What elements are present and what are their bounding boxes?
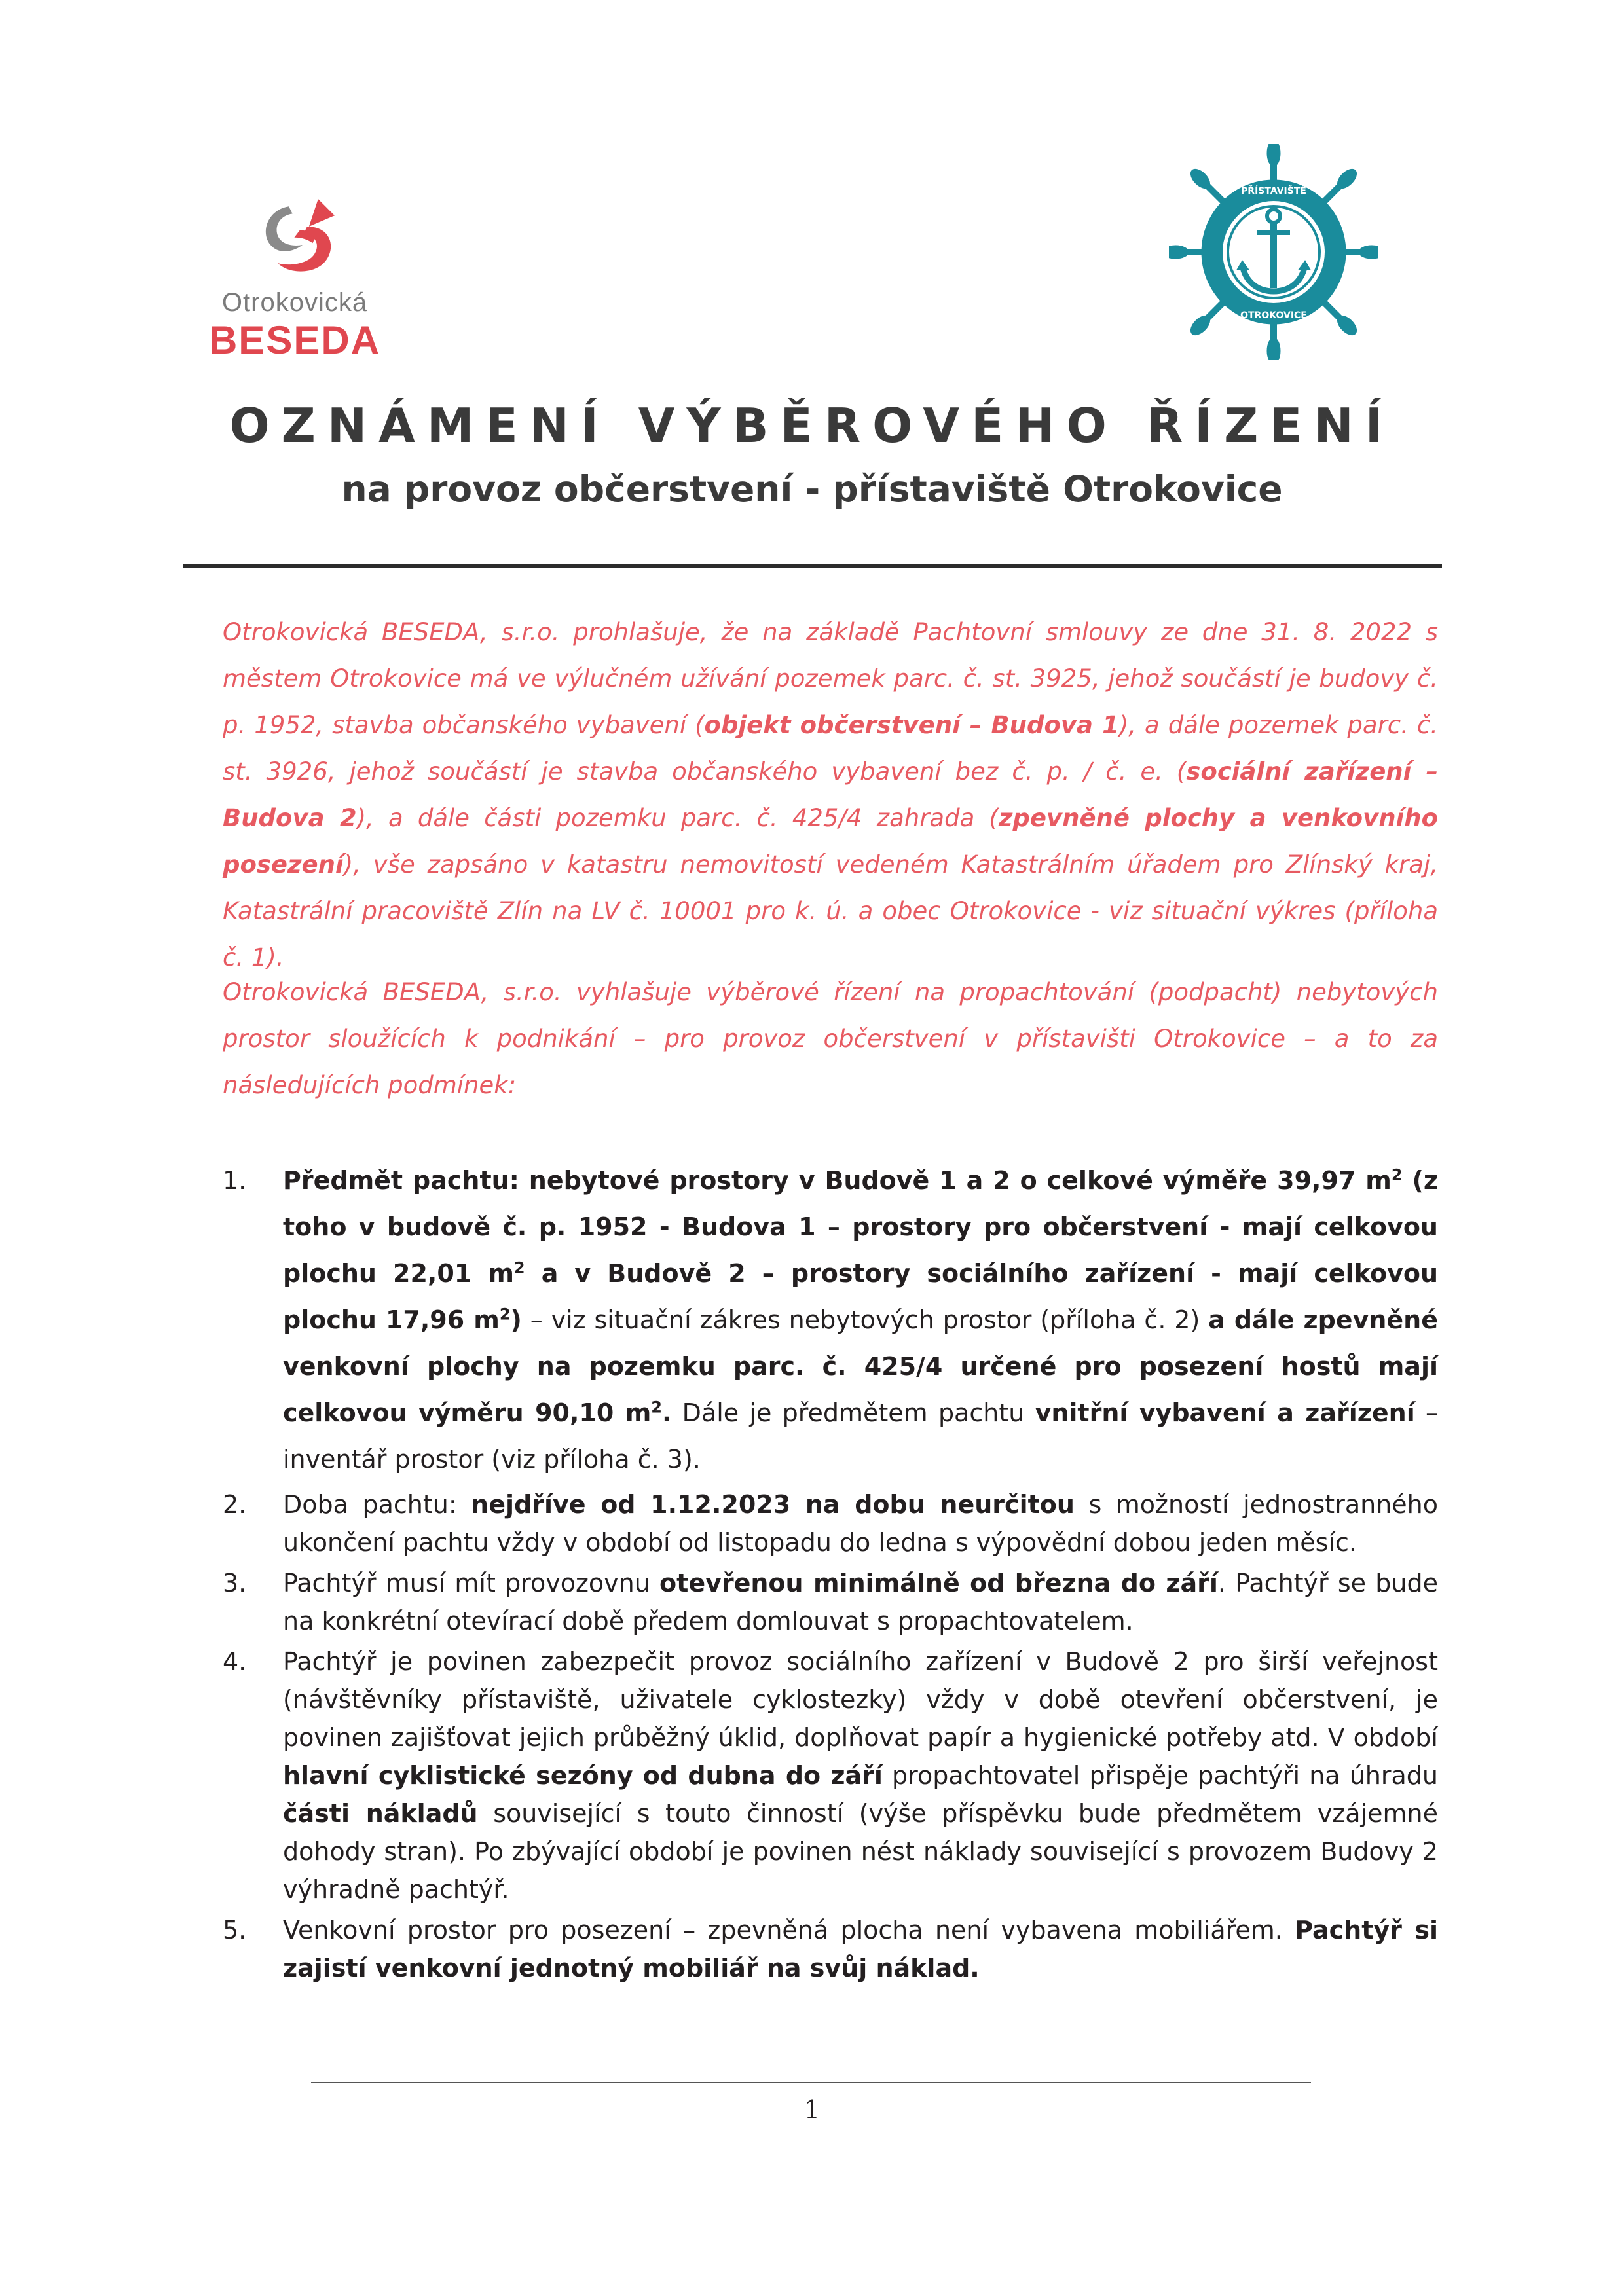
p1-text-4: ), vše zapsáno v katastru nemovitostí vedeném Katastrálním úřadem pro Zlínský kraj, Katastrální pracoviště Zlín na LV č. 10001 pro k. ú. a obec Otrokovice - viz situační výkres (příloha č. 1). bbox=[223, 850, 1438, 972]
p1-text-2: ), a dále pozemek parc. č. st. 3926, jehož součástí je stavba občanského vybavení bez č. p. / č. e. ( bbox=[223, 711, 1438, 786]
li1-bold-3: a v Budově 2 – prostory sociálního zařízení - mají celkovou plochu 17,96 m bbox=[283, 1259, 1438, 1334]
p1-text-3: ), a dále části pozemku parc. č. 425/4 zahrada ( bbox=[356, 804, 999, 832]
beseda-logo bbox=[190, 190, 406, 360]
ship-wheel-logo bbox=[1169, 144, 1378, 360]
li1-sup-2: 2 bbox=[513, 1258, 525, 1277]
title-divider bbox=[183, 564, 1442, 568]
p1-text-1: Otrokovická BESEDA, s.r.o. prohlašuje, že na základě Pachtovní smlouvy ze dne 31. 8. 2022 s městem Otrokovice má ve výlučném užívání pozemek parc. č. st. 3925, jehož součástí je budovy č. p. 1952, stavba občanského vybavení ( bbox=[223, 618, 1438, 739]
li1-sup-3: 2 bbox=[499, 1305, 511, 1324]
list-number: 5. bbox=[223, 1916, 247, 1944]
li2-text-2: s možností jednostranného ukončení pachtu vždy v období od listopadu do ledna s výpovědní dobou jeden měsíc. bbox=[283, 1490, 1438, 1557]
li1-text-3: – inventář prostor (viz příloha č. 3). bbox=[283, 1398, 1438, 1474]
li1-bold-5: a dále zpevněné venkovní plochy na pozemku parc. č. 425/4 určené pro posezení hostů mají celkovou výměru 90,10 m bbox=[283, 1305, 1438, 1427]
li1-bold-6: . bbox=[662, 1398, 672, 1427]
li5-text-1: Venkovní prostor pro posezení – zpevněná plocha není vybavena mobiliářem. bbox=[283, 1916, 1295, 1944]
li4-bold-2: části nákladů bbox=[283, 1799, 478, 1828]
page-subtitle: na provoz občerstvení - přístaviště Otrokovice bbox=[341, 468, 1283, 510]
p1-bold-building-2: sociální zařízení – Budova 2 bbox=[223, 757, 1438, 832]
li1-bold-7: vnitřní vybavení a zařízení bbox=[1035, 1398, 1415, 1427]
list-item bbox=[223, 1157, 1438, 1483]
li5-bold-1: Pachtýř si zajistí venkovní jednotný mobiliář na svůj náklad. bbox=[283, 1916, 1438, 1982]
li1-sup-1: 2 bbox=[1391, 1165, 1403, 1184]
li1-bold-2: (z toho v budově č. p. 1952 - Budova 1 – prostory pro občerstvení - mají celkovou plochu 22,01 m bbox=[283, 1166, 1438, 1288]
logo-name: BESEDA bbox=[208, 318, 381, 362]
p1-bold-outdoor: zpevněné plochy a venkovního posezení bbox=[223, 804, 1439, 879]
beseda-logo-icon bbox=[252, 190, 344, 282]
list-number: 1. bbox=[223, 1166, 247, 1195]
li1-text-1: – viz situační zákres nebytových prostor (příloha č. 2) bbox=[521, 1305, 1209, 1334]
list-number: 3. bbox=[223, 1569, 247, 1597]
conditions-list bbox=[223, 1157, 1438, 1987]
li2-text-1: Doba pachtu: bbox=[283, 1490, 471, 1519]
li1-bold-4: ) bbox=[510, 1305, 522, 1334]
li4-text-1: Pachtýř je povinen zabezpečit provoz sociálního zařízení v Budově 2 pro širší veřejnost (návštěvníky přístaviště, uživatele cyklostezky) vždy v době otevření občerstvení, je povinen zajišťovat jejich průběžný úklid, doplňovat papír a hygienické potřeby atd. V období bbox=[283, 1647, 1438, 1752]
footer-divider bbox=[311, 2082, 1311, 2083]
ship-wheel-anchor-logo-icon bbox=[1169, 144, 1378, 360]
intro-paragraph bbox=[223, 609, 1438, 981]
li3-text-1: Pachtýř musí mít provozovnu bbox=[283, 1569, 660, 1597]
p1-bold-building-1: objekt občerstvení – Budova 1 bbox=[704, 711, 1119, 739]
list-number: 2. bbox=[223, 1490, 247, 1519]
list-item bbox=[223, 1643, 1438, 1908]
list-item bbox=[223, 1485, 1438, 1561]
page-number: 1 bbox=[803, 2095, 821, 2124]
svg-text:OTROKOVICE: OTROKOVICE bbox=[1240, 310, 1307, 321]
svg-text:PŘÍSTAVIŠTĚ: PŘÍSTAVIŠTĚ bbox=[1241, 186, 1306, 196]
list-item bbox=[223, 1911, 1438, 1987]
li3-bold-1: otevřenou minimálně od března do září bbox=[659, 1569, 1218, 1597]
li4-text-2: propachtovatel přispěje pachtýři na úhradu bbox=[882, 1761, 1439, 1790]
list-number: 4. bbox=[223, 1647, 247, 1676]
li4-bold-1: hlavní cyklistické sezóny od dubna do září bbox=[283, 1761, 883, 1790]
li1-sup-5: 2 bbox=[651, 1398, 662, 1417]
logo-subtitle: Otrokovická bbox=[221, 288, 368, 317]
announcement-paragraph: Otrokovická BESEDA, s.r.o. vyhlašuje výběrové řízení na propachtování (podpacht) nebytových prostor sloužících k podnikání – pro provoz občerstvení v přístavišti Otrokovice – a to za následujících podmínek: bbox=[223, 978, 1438, 1099]
list-item bbox=[223, 1564, 1438, 1640]
li1-text-2: Dále je předmětem pachtu bbox=[671, 1398, 1035, 1427]
page-title: OZNÁMENÍ VÝBĚROVÉHO ŘÍZENÍ bbox=[229, 398, 1395, 453]
li3-text-2: . Pachtýř se bude na konkrétní otevírací době předem domlouvat s propachtovatelem. bbox=[283, 1569, 1438, 1635]
li4-text-3: související s touto činností (výše příspěvku bude předmětem vzájemné dohody stran). Po zbývající období je povinen nést náklady související s provozem Budovy 2 výhradně pachtýř. bbox=[283, 1799, 1438, 1904]
li2-bold-1: nejdříve od 1.12.2023 na dobu neurčitou bbox=[471, 1490, 1075, 1519]
li1-bold-1: Předmět pachtu: nebytové prostory v Budově 1 a 2 o celkové výměře 39,97 m bbox=[283, 1166, 1392, 1195]
